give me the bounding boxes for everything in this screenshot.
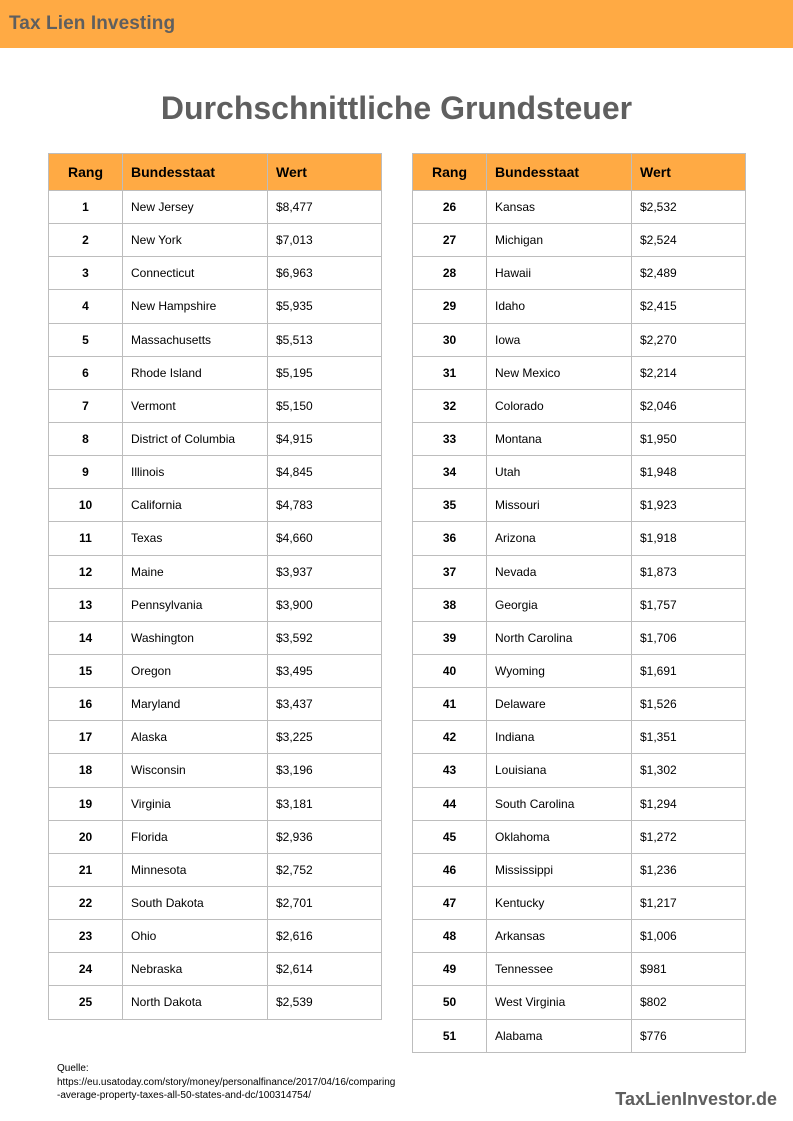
table-row: [413, 224, 746, 257]
rank-cell: 2: [49, 224, 123, 257]
state-cell: Louisiana: [487, 754, 632, 787]
rank-cell: 26: [413, 191, 487, 224]
rank-cell: 41: [413, 688, 487, 721]
state-cell: Hawaii: [487, 257, 632, 290]
table-row: [413, 787, 746, 820]
state-cell: South Dakota: [123, 886, 268, 919]
rank-cell: 35: [413, 489, 487, 522]
rank-cell: 39: [413, 621, 487, 654]
rank-cell: 23: [49, 920, 123, 953]
rank-cell: 15: [49, 654, 123, 687]
value-cell: $5,513: [268, 323, 382, 356]
column-header-state: Bundesstaat: [487, 154, 632, 191]
value-cell: $1,691: [632, 654, 746, 687]
table-row: [413, 853, 746, 886]
rank-cell: 17: [49, 721, 123, 754]
table-row: [413, 721, 746, 754]
state-cell: Indiana: [487, 721, 632, 754]
rank-cell: 20: [49, 820, 123, 853]
state-cell: Illinois: [123, 456, 268, 489]
table-row: [49, 257, 382, 290]
state-cell: Utah: [487, 456, 632, 489]
source-note: [57, 1062, 397, 1103]
state-cell: Alaska: [123, 721, 268, 754]
value-cell: $1,526: [632, 688, 746, 721]
rank-cell: 9: [49, 456, 123, 489]
rank-cell: 5: [49, 323, 123, 356]
table-row: [49, 920, 382, 953]
value-cell: $1,918: [632, 522, 746, 555]
table-row: [413, 688, 746, 721]
value-cell: $776: [632, 1019, 746, 1052]
rank-cell: 28: [413, 257, 487, 290]
state-cell: Nevada: [487, 555, 632, 588]
rank-cell: 29: [413, 290, 487, 323]
table-row: [49, 986, 382, 1019]
table-row: [49, 356, 382, 389]
state-cell: North Carolina: [487, 621, 632, 654]
value-cell: $2,532: [632, 191, 746, 224]
table-row: [49, 953, 382, 986]
value-cell: $2,270: [632, 323, 746, 356]
table-row: [49, 654, 382, 687]
rank-cell: 18: [49, 754, 123, 787]
state-cell: Idaho: [487, 290, 632, 323]
table-row: [49, 323, 382, 356]
rank-cell: 31: [413, 356, 487, 389]
table-row: [413, 621, 746, 654]
table-row: [413, 456, 746, 489]
table-row: [49, 688, 382, 721]
value-cell: $7,013: [268, 224, 382, 257]
rank-cell: 13: [49, 588, 123, 621]
state-cell: Rhode Island: [123, 356, 268, 389]
state-cell: Virginia: [123, 787, 268, 820]
state-cell: Arizona: [487, 522, 632, 555]
state-cell: Delaware: [487, 688, 632, 721]
table-row: [49, 555, 382, 588]
rank-cell: 22: [49, 886, 123, 919]
column-header-value: Wert: [268, 154, 382, 191]
rank-cell: 21: [49, 853, 123, 886]
table-row: [413, 290, 746, 323]
state-cell: Wisconsin: [123, 754, 268, 787]
site-name: Tax Lien Investing: [9, 13, 176, 34]
table-row: [49, 456, 382, 489]
table-row: [49, 853, 382, 886]
rank-cell: 38: [413, 588, 487, 621]
table-row: [413, 489, 746, 522]
state-cell: Pennsylvania: [123, 588, 268, 621]
value-cell: $2,046: [632, 389, 746, 422]
brand-logo-text: TaxLienInvestor.de: [615, 1089, 777, 1109]
value-cell: $1,948: [632, 456, 746, 489]
state-cell: Connecticut: [123, 257, 268, 290]
table-row: [49, 422, 382, 455]
value-cell: $5,935: [268, 290, 382, 323]
rank-cell: 45: [413, 820, 487, 853]
state-cell: Texas: [123, 522, 268, 555]
table-row: [413, 986, 746, 1019]
value-cell: $8,477: [268, 191, 382, 224]
table-row: [413, 1019, 746, 1052]
rank-cell: 11: [49, 522, 123, 555]
value-cell: $4,660: [268, 522, 382, 555]
table-row: [49, 621, 382, 654]
table-row: [413, 820, 746, 853]
table-row: [49, 820, 382, 853]
table-row: [413, 555, 746, 588]
table-row: [49, 290, 382, 323]
value-cell: $1,006: [632, 920, 746, 953]
table-row: [413, 522, 746, 555]
column-header-rank: Rang: [413, 154, 487, 191]
value-cell: $2,489: [632, 257, 746, 290]
value-cell: $3,495: [268, 654, 382, 687]
state-cell: Maine: [123, 555, 268, 588]
table-row: [413, 191, 746, 224]
state-cell: Massachusetts: [123, 323, 268, 356]
rank-cell: 46: [413, 853, 487, 886]
table-row: [49, 886, 382, 919]
column-header-value: Wert: [632, 154, 746, 191]
table-row: [49, 389, 382, 422]
rank-cell: 8: [49, 422, 123, 455]
value-cell: $4,845: [268, 456, 382, 489]
state-cell: Nebraska: [123, 953, 268, 986]
table-row: [413, 886, 746, 919]
value-cell: $2,539: [268, 986, 382, 1019]
state-cell: Ohio: [123, 920, 268, 953]
state-cell: Kentucky: [487, 886, 632, 919]
rank-cell: 27: [413, 224, 487, 257]
rank-cell: 19: [49, 787, 123, 820]
state-cell: Mississippi: [487, 853, 632, 886]
table-row: [413, 920, 746, 953]
table-row: [49, 754, 382, 787]
value-cell: $2,214: [632, 356, 746, 389]
rank-cell: 36: [413, 522, 487, 555]
value-cell: $1,923: [632, 489, 746, 522]
state-cell: Colorado: [487, 389, 632, 422]
rank-cell: 14: [49, 621, 123, 654]
state-cell: Iowa: [487, 323, 632, 356]
rank-cell: 4: [49, 290, 123, 323]
rank-cell: 33: [413, 422, 487, 455]
rank-cell: 1: [49, 191, 123, 224]
value-cell: $1,351: [632, 721, 746, 754]
table-row: [49, 721, 382, 754]
source-label: Quelle:: [57, 1063, 89, 1074]
rank-cell: 10: [49, 489, 123, 522]
value-cell: $3,592: [268, 621, 382, 654]
value-cell: $2,415: [632, 290, 746, 323]
value-cell: $3,437: [268, 688, 382, 721]
rank-cell: 34: [413, 456, 487, 489]
value-cell: $3,225: [268, 721, 382, 754]
value-cell: $4,783: [268, 489, 382, 522]
source-url: https://eu.usatoday.com/story/money/personalfinance/2017/04/16/comparing-average-property-taxes-all-50-states-and-dc/100314754/: [57, 1076, 396, 1101]
rank-cell: 25: [49, 986, 123, 1019]
table-row: [49, 787, 382, 820]
rank-cell: 37: [413, 555, 487, 588]
table-row: [413, 422, 746, 455]
state-cell: Wyoming: [487, 654, 632, 687]
state-cell: Tennessee: [487, 953, 632, 986]
value-cell: $3,900: [268, 588, 382, 621]
value-cell: $1,236: [632, 853, 746, 886]
value-cell: $3,196: [268, 754, 382, 787]
rank-cell: 50: [413, 986, 487, 1019]
state-cell: New York: [123, 224, 268, 257]
table-row: [49, 191, 382, 224]
state-cell: North Dakota: [123, 986, 268, 1019]
value-cell: $1,873: [632, 555, 746, 588]
page-title: Durchschnittliche Grundsteuer: [160, 90, 633, 126]
value-cell: $1,706: [632, 621, 746, 654]
state-cell: Minnesota: [123, 853, 268, 886]
table-row: [49, 522, 382, 555]
state-cell: Maryland: [123, 688, 268, 721]
state-cell: Washington: [123, 621, 268, 654]
value-cell: $4,915: [268, 422, 382, 455]
value-cell: $1,757: [632, 588, 746, 621]
value-cell: $1,217: [632, 886, 746, 919]
table-row: [413, 389, 746, 422]
value-cell: $2,524: [632, 224, 746, 257]
state-cell: Oregon: [123, 654, 268, 687]
rank-cell: 3: [49, 257, 123, 290]
state-cell: Vermont: [123, 389, 268, 422]
header-banner: [0, 0, 793, 48]
rank-cell: 6: [49, 356, 123, 389]
table-row: [413, 654, 746, 687]
rank-cell: 12: [49, 555, 123, 588]
rank-cell: 30: [413, 323, 487, 356]
rank-cell: 40: [413, 654, 487, 687]
state-cell: New Hampshire: [123, 290, 268, 323]
rank-cell: 43: [413, 754, 487, 787]
state-cell: Arkansas: [487, 920, 632, 953]
value-cell: $3,181: [268, 787, 382, 820]
state-cell: Michigan: [487, 224, 632, 257]
state-cell: Alabama: [487, 1019, 632, 1052]
value-cell: $6,963: [268, 257, 382, 290]
value-cell: $2,614: [268, 953, 382, 986]
value-cell: $2,752: [268, 853, 382, 886]
rank-cell: 7: [49, 389, 123, 422]
rank-cell: 32: [413, 389, 487, 422]
state-cell: New Jersey: [123, 191, 268, 224]
ranking-table-right: [412, 153, 746, 1053]
value-cell: $3,937: [268, 555, 382, 588]
value-cell: $981: [632, 953, 746, 986]
table-row: [49, 224, 382, 257]
table-row: [49, 489, 382, 522]
rank-cell: 49: [413, 953, 487, 986]
table-header-row: [49, 154, 382, 191]
state-cell: Georgia: [487, 588, 632, 621]
value-cell: $5,195: [268, 356, 382, 389]
table-row: [413, 356, 746, 389]
value-cell: $2,616: [268, 920, 382, 953]
state-cell: Kansas: [487, 191, 632, 224]
rank-cell: 16: [49, 688, 123, 721]
table-row: [413, 588, 746, 621]
state-cell: Oklahoma: [487, 820, 632, 853]
table-row: [49, 588, 382, 621]
table-header-row: [413, 154, 746, 191]
table-row: [413, 257, 746, 290]
state-cell: District of Columbia: [123, 422, 268, 455]
rank-cell: 48: [413, 920, 487, 953]
value-cell: $802: [632, 986, 746, 1019]
value-cell: $2,936: [268, 820, 382, 853]
rank-cell: 47: [413, 886, 487, 919]
table-row: [413, 754, 746, 787]
value-cell: $2,701: [268, 886, 382, 919]
value-cell: $1,272: [632, 820, 746, 853]
column-header-rank: Rang: [49, 154, 123, 191]
state-cell: New Mexico: [487, 356, 632, 389]
value-cell: $5,150: [268, 389, 382, 422]
state-cell: West Virginia: [487, 986, 632, 1019]
value-cell: $1,294: [632, 787, 746, 820]
table-row: [413, 323, 746, 356]
state-cell: South Carolina: [487, 787, 632, 820]
ranking-table-left: [48, 153, 382, 1020]
rank-cell: 42: [413, 721, 487, 754]
column-header-state: Bundesstaat: [123, 154, 268, 191]
state-cell: Missouri: [487, 489, 632, 522]
value-cell: $1,302: [632, 754, 746, 787]
state-cell: Florida: [123, 820, 268, 853]
state-cell: California: [123, 489, 268, 522]
state-cell: Montana: [487, 422, 632, 455]
table-row: [413, 953, 746, 986]
value-cell: $1,950: [632, 422, 746, 455]
rank-cell: 44: [413, 787, 487, 820]
rank-cell: 24: [49, 953, 123, 986]
rank-cell: 51: [413, 1019, 487, 1052]
